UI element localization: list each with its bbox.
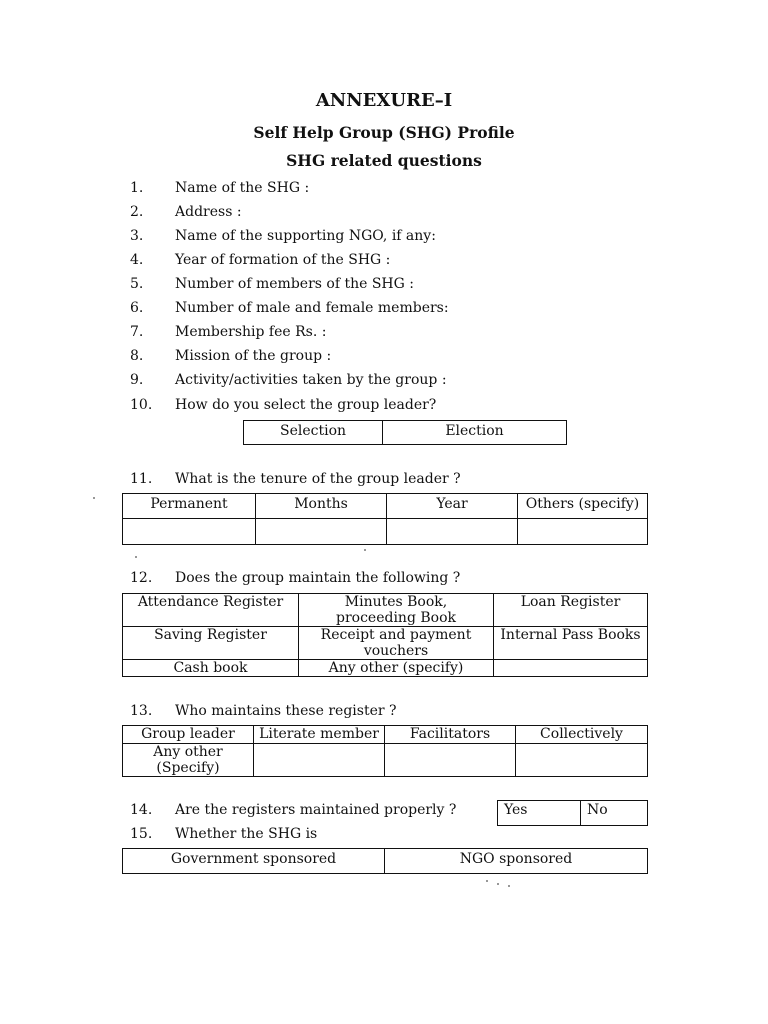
- question-number: 7.: [130, 324, 144, 340]
- maintainer-blank-cell[interactable]: [385, 744, 516, 777]
- tenure-months-header: Months: [256, 494, 387, 519]
- form-title: Self Help Group (SHG) Profile: [253, 123, 515, 142]
- register-blank-cell[interactable]: [494, 660, 648, 677]
- question-text: How do you select the group leader?: [175, 397, 437, 413]
- scan-speck: [364, 549, 366, 551]
- question-text: Membership fee Rs. :: [175, 324, 327, 340]
- scan-speck: [497, 883, 499, 885]
- maintainer-any-other[interactable]: Any other (Specify): [123, 744, 254, 777]
- option-no[interactable]: No: [581, 801, 648, 826]
- tenure-others-cell[interactable]: [518, 519, 648, 545]
- q13-maintainer-table: [122, 725, 648, 777]
- q12-registers-table: [122, 593, 648, 677]
- question-number: 10.: [130, 397, 153, 413]
- question-text: Number of members of the SHG :: [175, 276, 414, 292]
- question-text: Whether the SHG is: [175, 826, 318, 842]
- scan-speck: [93, 497, 95, 499]
- question-number: 3.: [130, 228, 144, 244]
- question-number: 15.: [130, 826, 153, 842]
- question-text: Number of male and female members:: [175, 300, 449, 316]
- question-text: Year of formation of the SHG :: [175, 252, 391, 268]
- option-government-sponsored[interactable]: Government sponsored: [123, 849, 385, 874]
- register-internal-pass-books[interactable]: Internal Pass Books: [494, 627, 648, 660]
- tenure-year-header: Year: [387, 494, 518, 519]
- question-number: 8.: [130, 348, 144, 364]
- q10-options-table: [243, 420, 567, 445]
- maintainer-literate-member[interactable]: Literate member: [254, 726, 385, 744]
- question-text: Does the group maintain the following ?: [175, 570, 461, 586]
- register-loan[interactable]: Loan Register: [494, 594, 648, 627]
- scan-speck: [486, 880, 488, 882]
- question-text: Mission of the group :: [175, 348, 332, 364]
- question-number: 2.: [130, 204, 144, 220]
- scan-speck: [135, 556, 137, 558]
- question-number: 1.: [130, 180, 144, 196]
- question-number: 9.: [130, 372, 144, 388]
- maintainer-group-leader[interactable]: Group leader: [123, 726, 254, 744]
- question-text: Name of the SHG :: [175, 180, 310, 196]
- maintainer-blank-cell[interactable]: [254, 744, 385, 777]
- maintainer-blank-cell[interactable]: [516, 744, 648, 777]
- annexure-heading: ANNEXURE–I: [315, 90, 453, 111]
- register-receipt-payment[interactable]: Receipt and payment vouchers: [299, 627, 494, 660]
- q14-options-table: [497, 800, 648, 826]
- tenure-permanent-header: Permanent: [123, 494, 256, 519]
- question-number: 14.: [130, 802, 153, 818]
- question-text: Activity/activities taken by the group :: [175, 372, 447, 388]
- option-ngo-sponsored[interactable]: NGO sponsored: [385, 849, 648, 874]
- scan-speck: [508, 885, 510, 887]
- question-text: What is the tenure of the group leader ?: [175, 471, 461, 487]
- option-yes[interactable]: Yes: [498, 801, 581, 826]
- question-number: 12.: [130, 570, 153, 586]
- q15-sponsor-table: [122, 848, 648, 874]
- question-text: Name of the supporting NGO, if any:: [175, 228, 436, 244]
- q11-tenure-table: [122, 493, 648, 545]
- tenure-permanent-cell[interactable]: [123, 519, 256, 545]
- register-minutes-book[interactable]: Minutes Book, proceeding Book: [299, 594, 494, 627]
- option-election[interactable]: Election: [383, 421, 567, 445]
- form-subtitle: SHG related questions: [286, 151, 482, 170]
- question-number: 5.: [130, 276, 144, 292]
- register-cash-book[interactable]: Cash book: [123, 660, 299, 677]
- register-attendance[interactable]: Attendance Register: [123, 594, 299, 627]
- tenure-others-header: Others (specify): [518, 494, 648, 519]
- question-text: Who maintains these register ?: [175, 703, 397, 719]
- tenure-year-cell[interactable]: [387, 519, 518, 545]
- register-any-other[interactable]: Any other (specify): [299, 660, 494, 677]
- option-selection[interactable]: Selection: [244, 421, 383, 445]
- tenure-months-cell[interactable]: [256, 519, 387, 545]
- question-number: 4.: [130, 252, 144, 268]
- question-number: 13.: [130, 703, 153, 719]
- question-text: Address :: [175, 204, 242, 220]
- maintainer-facilitators[interactable]: Facilitators: [385, 726, 516, 744]
- question-number: 6.: [130, 300, 144, 316]
- question-number: 11.: [130, 471, 153, 487]
- maintainer-collectively[interactable]: Collectively: [516, 726, 648, 744]
- question-text: Are the registers maintained properly ?: [175, 802, 457, 818]
- register-saving[interactable]: Saving Register: [123, 627, 299, 660]
